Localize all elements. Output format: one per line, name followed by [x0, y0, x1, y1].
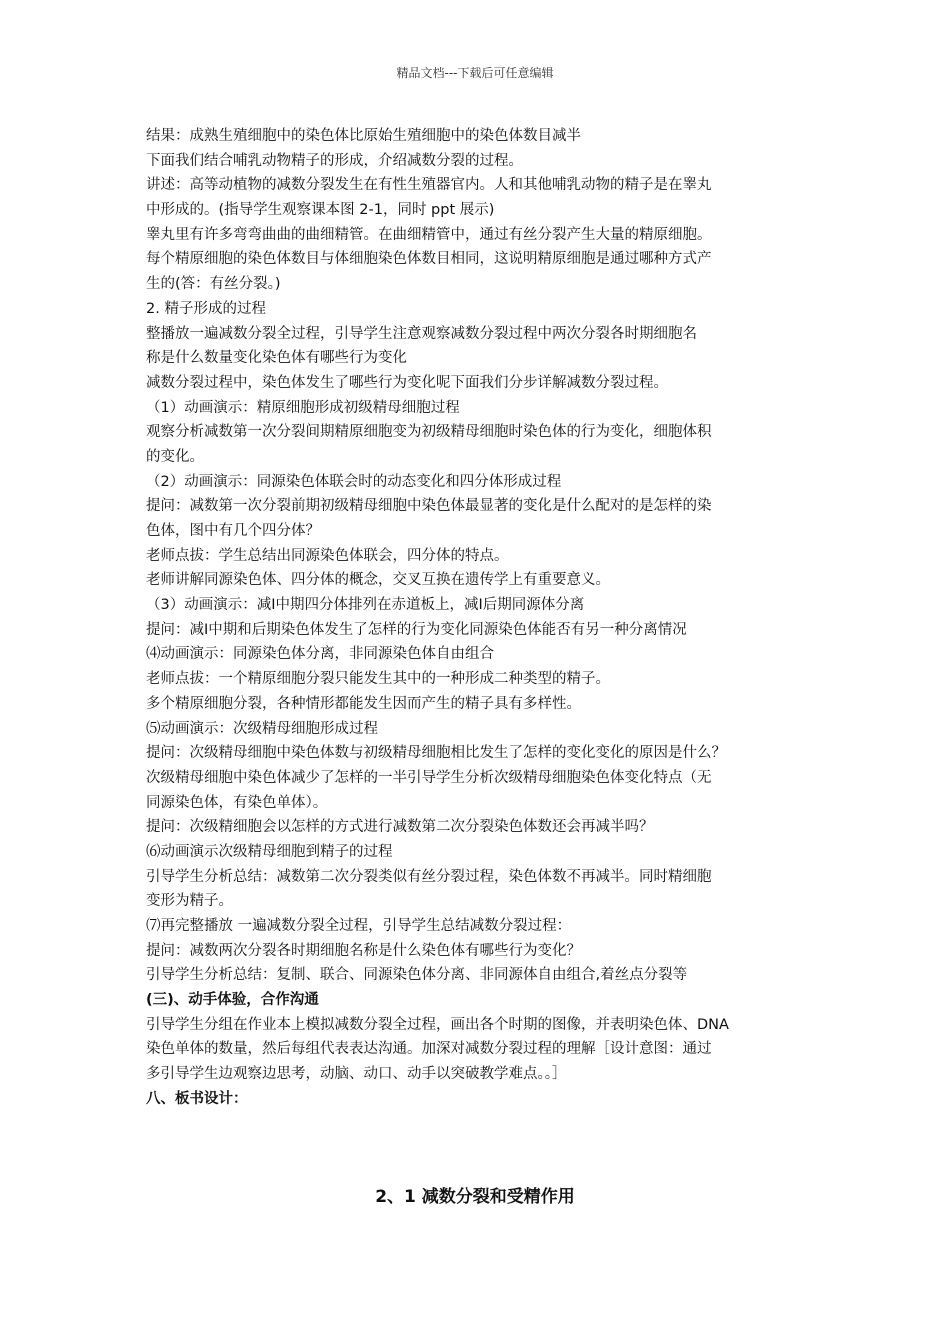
text-line: 老师点拔：一个精原细胞分裂只能发生其中的一种形成二种类型的精子。	[146, 671, 610, 688]
text-line: 整播放一遍减数分裂全过程，引导学生注意观察减数分裂过程中两次分裂各时期细胞名	[146, 325, 697, 342]
text-line: 引导学生分析总结：复制、联合、同源染色体分离、非同源体自由组合,着丝点分裂等	[146, 967, 688, 984]
text-line: 睾丸里有许多弯弯曲曲的曲细精管。在曲细精管中，通过有丝分裂产生大量的精原细胞。	[146, 226, 712, 243]
page-header: 精品文档---下载后可任意编辑	[396, 66, 554, 80]
body-text	[146, 124, 826, 1112]
text-line: 老师点拔：学生总结出同源染色体联会，四分体的特点。	[146, 547, 509, 564]
text-line: 2. 精子形成的过程	[146, 300, 266, 317]
text-line: 生的(答：有丝分裂。)	[146, 276, 281, 293]
text-line: 变形为精子。	[146, 893, 233, 910]
text-line: ⑹动画演示次级精母细胞到精子的过程	[146, 843, 393, 860]
text-line: ⑸动画演示：次级精母细胞形成过程	[146, 720, 378, 737]
text-line: 八、板书设计：	[146, 1090, 248, 1107]
text-line: ⑺再完整播放 一遍减数分裂全过程，引导学生总结减数分裂过程：	[146, 918, 572, 934]
board-design-title: 2、1 减数分裂和受精作用	[375, 1187, 575, 1207]
text-line: 次级精母细胞中染色体减少了怎样的一半引导学生分析次级精母细胞染色体变化特点（无	[146, 769, 712, 786]
text-line: (三)、动手体验，合作沟通	[146, 992, 319, 1009]
text-line: 的变化。	[146, 448, 204, 465]
text-line: 下面我们结合哺乳动物精子的形成，介绍减数分裂的过程。	[146, 152, 523, 169]
text-line: 同源染色体，有染色单体）。	[146, 794, 328, 811]
text-line: 结果：成熟生殖细胞中的染色体比原始生殖细胞中的染色体数目减半	[146, 128, 581, 144]
text-line: 提问：减数第一次分裂前期初级精母细胞中染色体最显著的变化是什么配对的是怎样的染	[146, 498, 712, 515]
text-line: 讲述：高等动植物的减数分裂发生在有性生殖器官内。人和其他哺乳动物的精子是在睾丸	[146, 177, 712, 194]
text-line: 老师讲解同源染色体、四分体的概念，交叉互换在遗传学上有重要意义。	[146, 572, 610, 589]
text-line: 提问：减数两次分裂各时期细胞名称是什么染色体有哪些行为变化？	[146, 942, 581, 959]
text-line: （1）动画演示：精原细胞形成初级精母细胞过程	[146, 399, 460, 416]
text-line: 多个精原细胞分裂，各种情形都能发生因而产生的精子具有多样性。	[146, 695, 581, 712]
text-line: 每个精原细胞的染色体数目与体细胞染色体数目相同，这说明精原细胞是通过哪种方式产	[146, 251, 712, 268]
text-line: 提问：次级精母细胞中染色体数与初级精母细胞相比发生了怎样的变化变化的原因是什么？	[146, 745, 726, 762]
text-line: 中形成的。(指导学生观察课本图 2-1，同时 ppt 展示)	[146, 202, 495, 219]
text-line: （2）动画演示：同源染色体联会时的动态变化和四分体形成过程	[146, 473, 562, 490]
text-line: 观察分析减数第一次分裂间期精原细胞变为初级精母细胞时染色体的行为变化，细胞体积	[146, 424, 712, 441]
text-line: 色体，图中有几个四分体？	[146, 523, 320, 539]
text-line: （3）动画演示：减Ⅰ中期四分体排列在赤道板上，减Ⅰ后期同源体分离	[146, 597, 585, 614]
text-line: 提问：次级精细胞会以怎样的方式进行减数第二次分裂染色体数还会再减半吗？	[146, 819, 654, 836]
text-line: 多引导学生边观察边思考，动脑、动口、动手以突破教学难点。。］	[146, 1066, 567, 1083]
text-line: ⑷动画演示：同源染色体分离，非同源染色体自由组合	[146, 646, 494, 663]
text-line: 引导学生分组在作业本上模拟减数分裂全过程，画出各个时期的图像，并表明染色体、DNA	[146, 1016, 729, 1033]
text-line: 染色单体的数量，然后每组代表表达沟通。加深对减数分裂过程的理解［设计意图：通过	[146, 1041, 712, 1058]
text-line: 减数分裂过程中，染色体发生了哪些行为变化呢下面我们分步详解减数分裂过程。	[146, 374, 668, 391]
text-line: 称是什么数量变化染色体有哪些行为变化	[146, 350, 407, 367]
text-line: 引导学生分析总结：减数第二次分裂类似有丝分裂过程，染色体数不再减半。同时精细胞	[146, 868, 712, 885]
text-line: 提问：减Ⅰ中期和后期染色体发生了怎样的行为变化同源染色体能否有另一种分离情况	[146, 621, 687, 638]
